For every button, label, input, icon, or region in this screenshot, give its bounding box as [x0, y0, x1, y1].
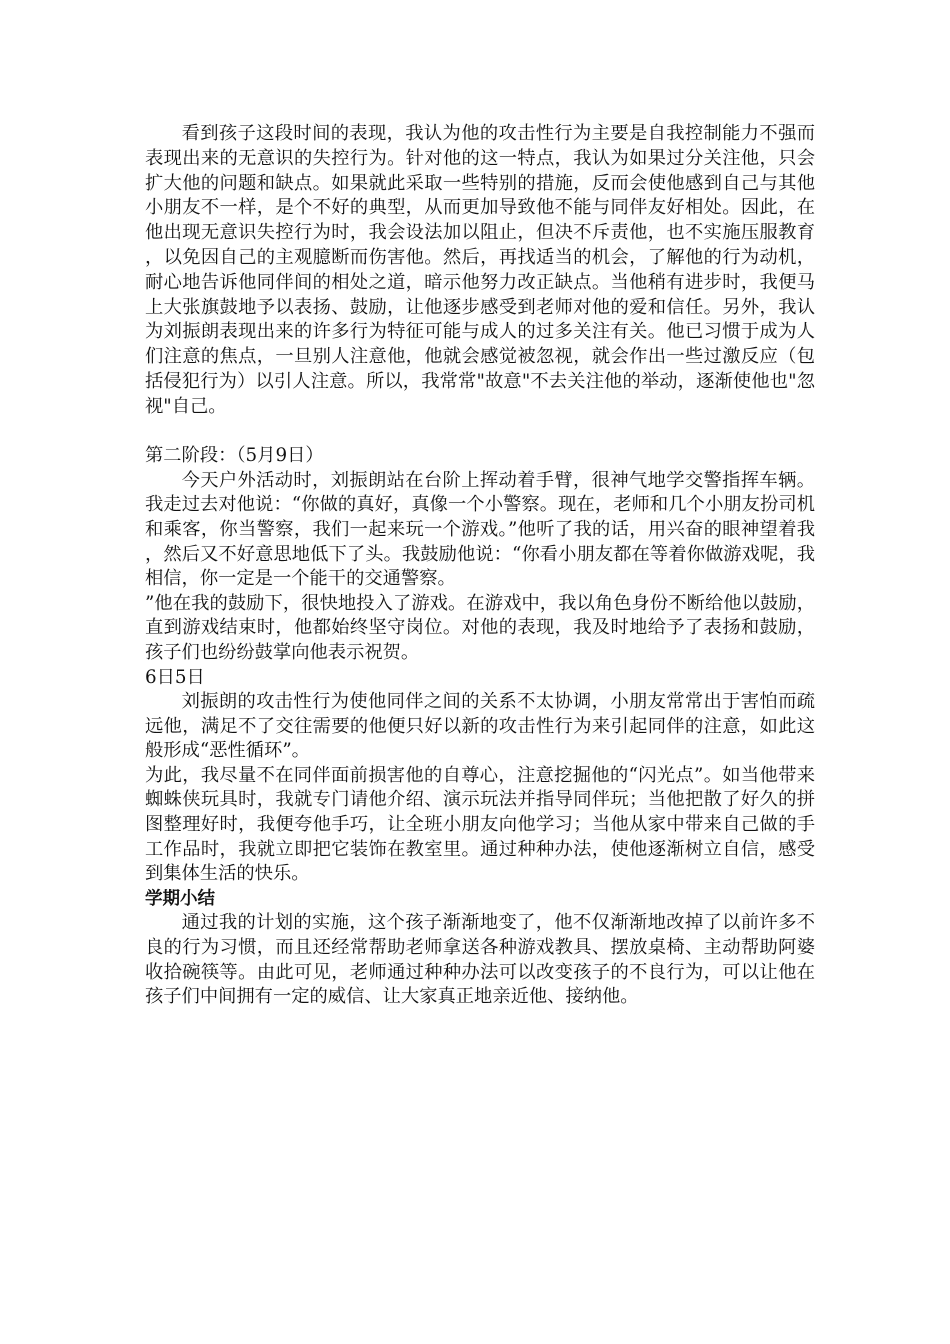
- paragraph-self-control: 看到孩子这段时间的表现，我认为他的攻击性行为主要是自我控制能力不强而表现出来的无意识的失控行为。针对他的这一特点，我认为如果过分关注他，只会扩大他的问题和缺点。如果就此采取一些特别的措施，反而会使他感到自己与其他小朋友不一样，是个不好的典型，从而更加导致他不能与同伴友好相处。因此，在他出现无意识失控行为时，我会设法加以阻止，但决不斥责他，也不实施压服教育，以免因自己的主观臆断而伤害他。然后，再找适当的机会，了解他的行为动机，耐心地告诉他同伴间的相处之道，暗示他努力改正缺点。当他稍有进步时，我便马上大张旗鼓地予以表扬、鼓励，让他逐步感受到老师对他的爱和信任。另外，我认为刘振朗表现出来的许多行为特征可能与成人的过多关注有关。他已习惯于成为人们注意的焦点，一旦别人注意他，他就会感觉被忽视，就会作出一些过激反应（包括侵犯行为）以引人注意。所以，我常常"故意"不去关注他的举动，逐渐使他也"忽视"自己。: [145, 123, 815, 417]
- paragraph-highlight-points: 为此，我尽量不在同伴面前损害他的自尊心，注意挖掘他的“闪光点”。如当他带来蜘蛛侠玩具时，我就专门请他介绍、演示玩法并指导同伴玩；当他把散了好久的拼图整理好时，我便夸他手巧，让全班小朋友向他学习；当他从家中带来自己做的手工作品时，我就立即把它装饰在教室里。通过种种办法，使他逐渐树立自信，感受到集体生活的快乐。: [145, 764, 815, 885]
- paragraph-summary: 通过我的计划的实施，这个孩子渐渐地变了，他不仅渐渐地改掉了以前许多不良的行为习惯，而且还经常帮助老师拿送各种游戏教具、摆放桌椅、主动帮助阿婆收拾碗筷等。由此可见，老师通过种种办法可以改变孩子的不良行为，可以让他在孩子们中间拥有一定的威信、让大家真正地亲近他、接纳他。: [145, 912, 815, 1008]
- document-page: [145, 122, 815, 1010]
- paragraph-traffic-game: 今天户外活动时，刘振朗站在台阶上挥动着手臂，很神气地学交警指挥车辆。我走过去对他说：“你做的真好，真像一个小警察。现在，老师和几个小朋友扮司机和乘客，你当警察，我们一起来玩一个游戏。”他听了我的话，用兴奋的眼神望着我，然后又不好意思地低下了头。我鼓励他说：“你看小朋友都在等着你做游戏呢，我相信，你一定是一个能干的交通警察。: [145, 469, 815, 590]
- paragraph-gap: [145, 420, 815, 445]
- semester-summary-heading: 学期小结: [145, 888, 215, 909]
- paragraph-game-result: ”他在我的鼓励下，很快地投入了游戏。在游戏中，我以角色身份不断给他以鼓励，直到游戏结束时，他都始终坚守岗位。对他的表现，我及时地给予了表扬和鼓励，孩子们也纷纷鼓掌向他表示祝贺。: [145, 592, 815, 663]
- date-label: 6日5日: [145, 666, 205, 688]
- paragraph-vicious-cycle: 刘振朗的攻击性行为使他同伴之间的关系不太协调，小朋友常常出于害怕而疏远他，满足不了交往需要的他便只好以新的攻击性行为来引起同伴的注意，如此这般形成“恶性循环”。: [145, 691, 815, 762]
- stage-two-label: 第二阶段：（5月9日）: [145, 445, 324, 467]
